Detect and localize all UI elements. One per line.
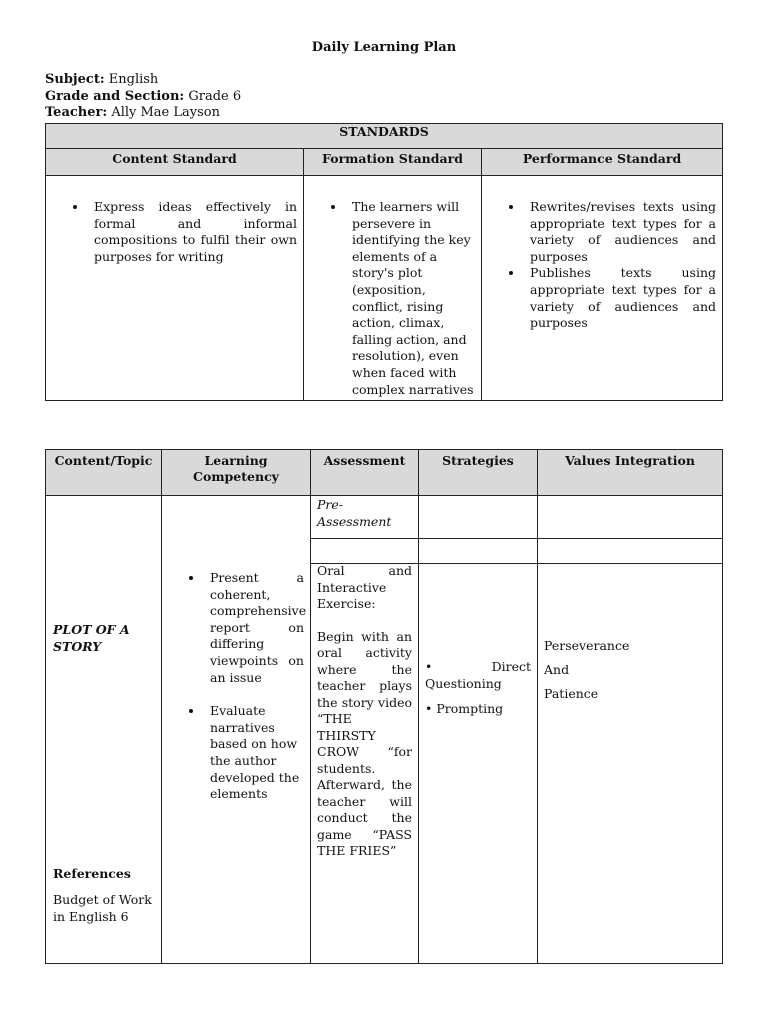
list-item: • The learners will persevere in identifying the key elements of a story's plot (exposition, conflict, rising action, climax, falling action, and resolution), even when faced with complex narratives — [346, 199, 475, 398]
values-cell — [538, 564, 723, 964]
subject-line — [45, 72, 241, 89]
standards-table — [45, 123, 723, 401]
content-standard-cell — [46, 176, 304, 401]
topic-text: PLOT OF A STORY — [53, 622, 130, 654]
topic-header: Content/Topic — [46, 450, 162, 496]
grade-value: Grade 6 — [188, 88, 242, 104]
oral-exercise-cell — [311, 564, 419, 964]
plan-table — [45, 449, 723, 964]
subject-value: English — [108, 72, 159, 87]
value-item: And — [544, 662, 570, 677]
grade-line — [45, 89, 241, 106]
page-title: Daily Learning Plan — [311, 40, 457, 55]
values-empty-1 — [538, 496, 723, 539]
strategies-header: Strategies — [419, 450, 538, 496]
strategy-item: • Prompting — [425, 701, 504, 717]
references-text: Budget of Work in English 6 — [53, 892, 152, 924]
teacher-line — [45, 105, 241, 122]
list-item: • Express ideas effectively in formal and informal compositions to fulfil their own purposes for writing — [88, 199, 297, 265]
formation-standard-header: Formation Standard — [304, 149, 482, 176]
content-standard-header: Content Standard — [46, 149, 304, 176]
assessment-empty-cell — [311, 539, 419, 564]
list-item: • Present a coherent, comprehensive report on differing viewpoints on an issue — [204, 570, 304, 686]
list-item: • Evaluate narratives based on how the author developed the elements — [204, 703, 304, 803]
competency-header: Learning Competency — [162, 450, 311, 496]
strategies-empty-2 — [419, 539, 538, 564]
values-header: Values Integration — [538, 450, 723, 496]
references-label: References — [53, 866, 131, 881]
strategy-item: • Direct Questioning — [425, 659, 531, 691]
assessment-header: Assessment — [311, 450, 419, 496]
formation-standard-cell — [304, 176, 482, 401]
performance-standard-header: Performance Standard — [482, 149, 723, 176]
value-item: Perseverance — [544, 638, 630, 653]
plan-meta — [45, 72, 241, 122]
topic-cell — [46, 496, 162, 964]
teacher-value: Ally Mae Layson — [111, 105, 220, 120]
value-item: Patience — [544, 686, 599, 701]
oral-title: Oral and Interactive Exercise: — [317, 563, 412, 611]
standards-heading: STANDARDS — [46, 124, 723, 149]
oral-body: Begin with an oral activity where the teacher plays the story video “THE THIRSTY CROW “for students. Afterward, the teacher will conduct the game “PASS THE FRIES” — [317, 628, 412, 858]
list-item: • Rewrites/revises texts using appropriate text types for a variety of audiences and purposes — [524, 199, 716, 265]
list-item: • Publishes texts using appropriate text types for a variety of audiences and purposes — [524, 265, 716, 331]
strategies-empty-1 — [419, 496, 538, 539]
values-empty-2 — [538, 539, 723, 564]
performance-standard-cell — [482, 176, 723, 401]
grade-label: Grade and Section: — [45, 88, 185, 104]
teacher-label: Teacher: — [45, 105, 108, 120]
competency-cell — [162, 496, 311, 964]
subject-label: Subject: — [45, 72, 105, 87]
strategies-cell — [419, 564, 538, 964]
pre-assessment-cell: Pre-Assessment — [311, 496, 419, 539]
